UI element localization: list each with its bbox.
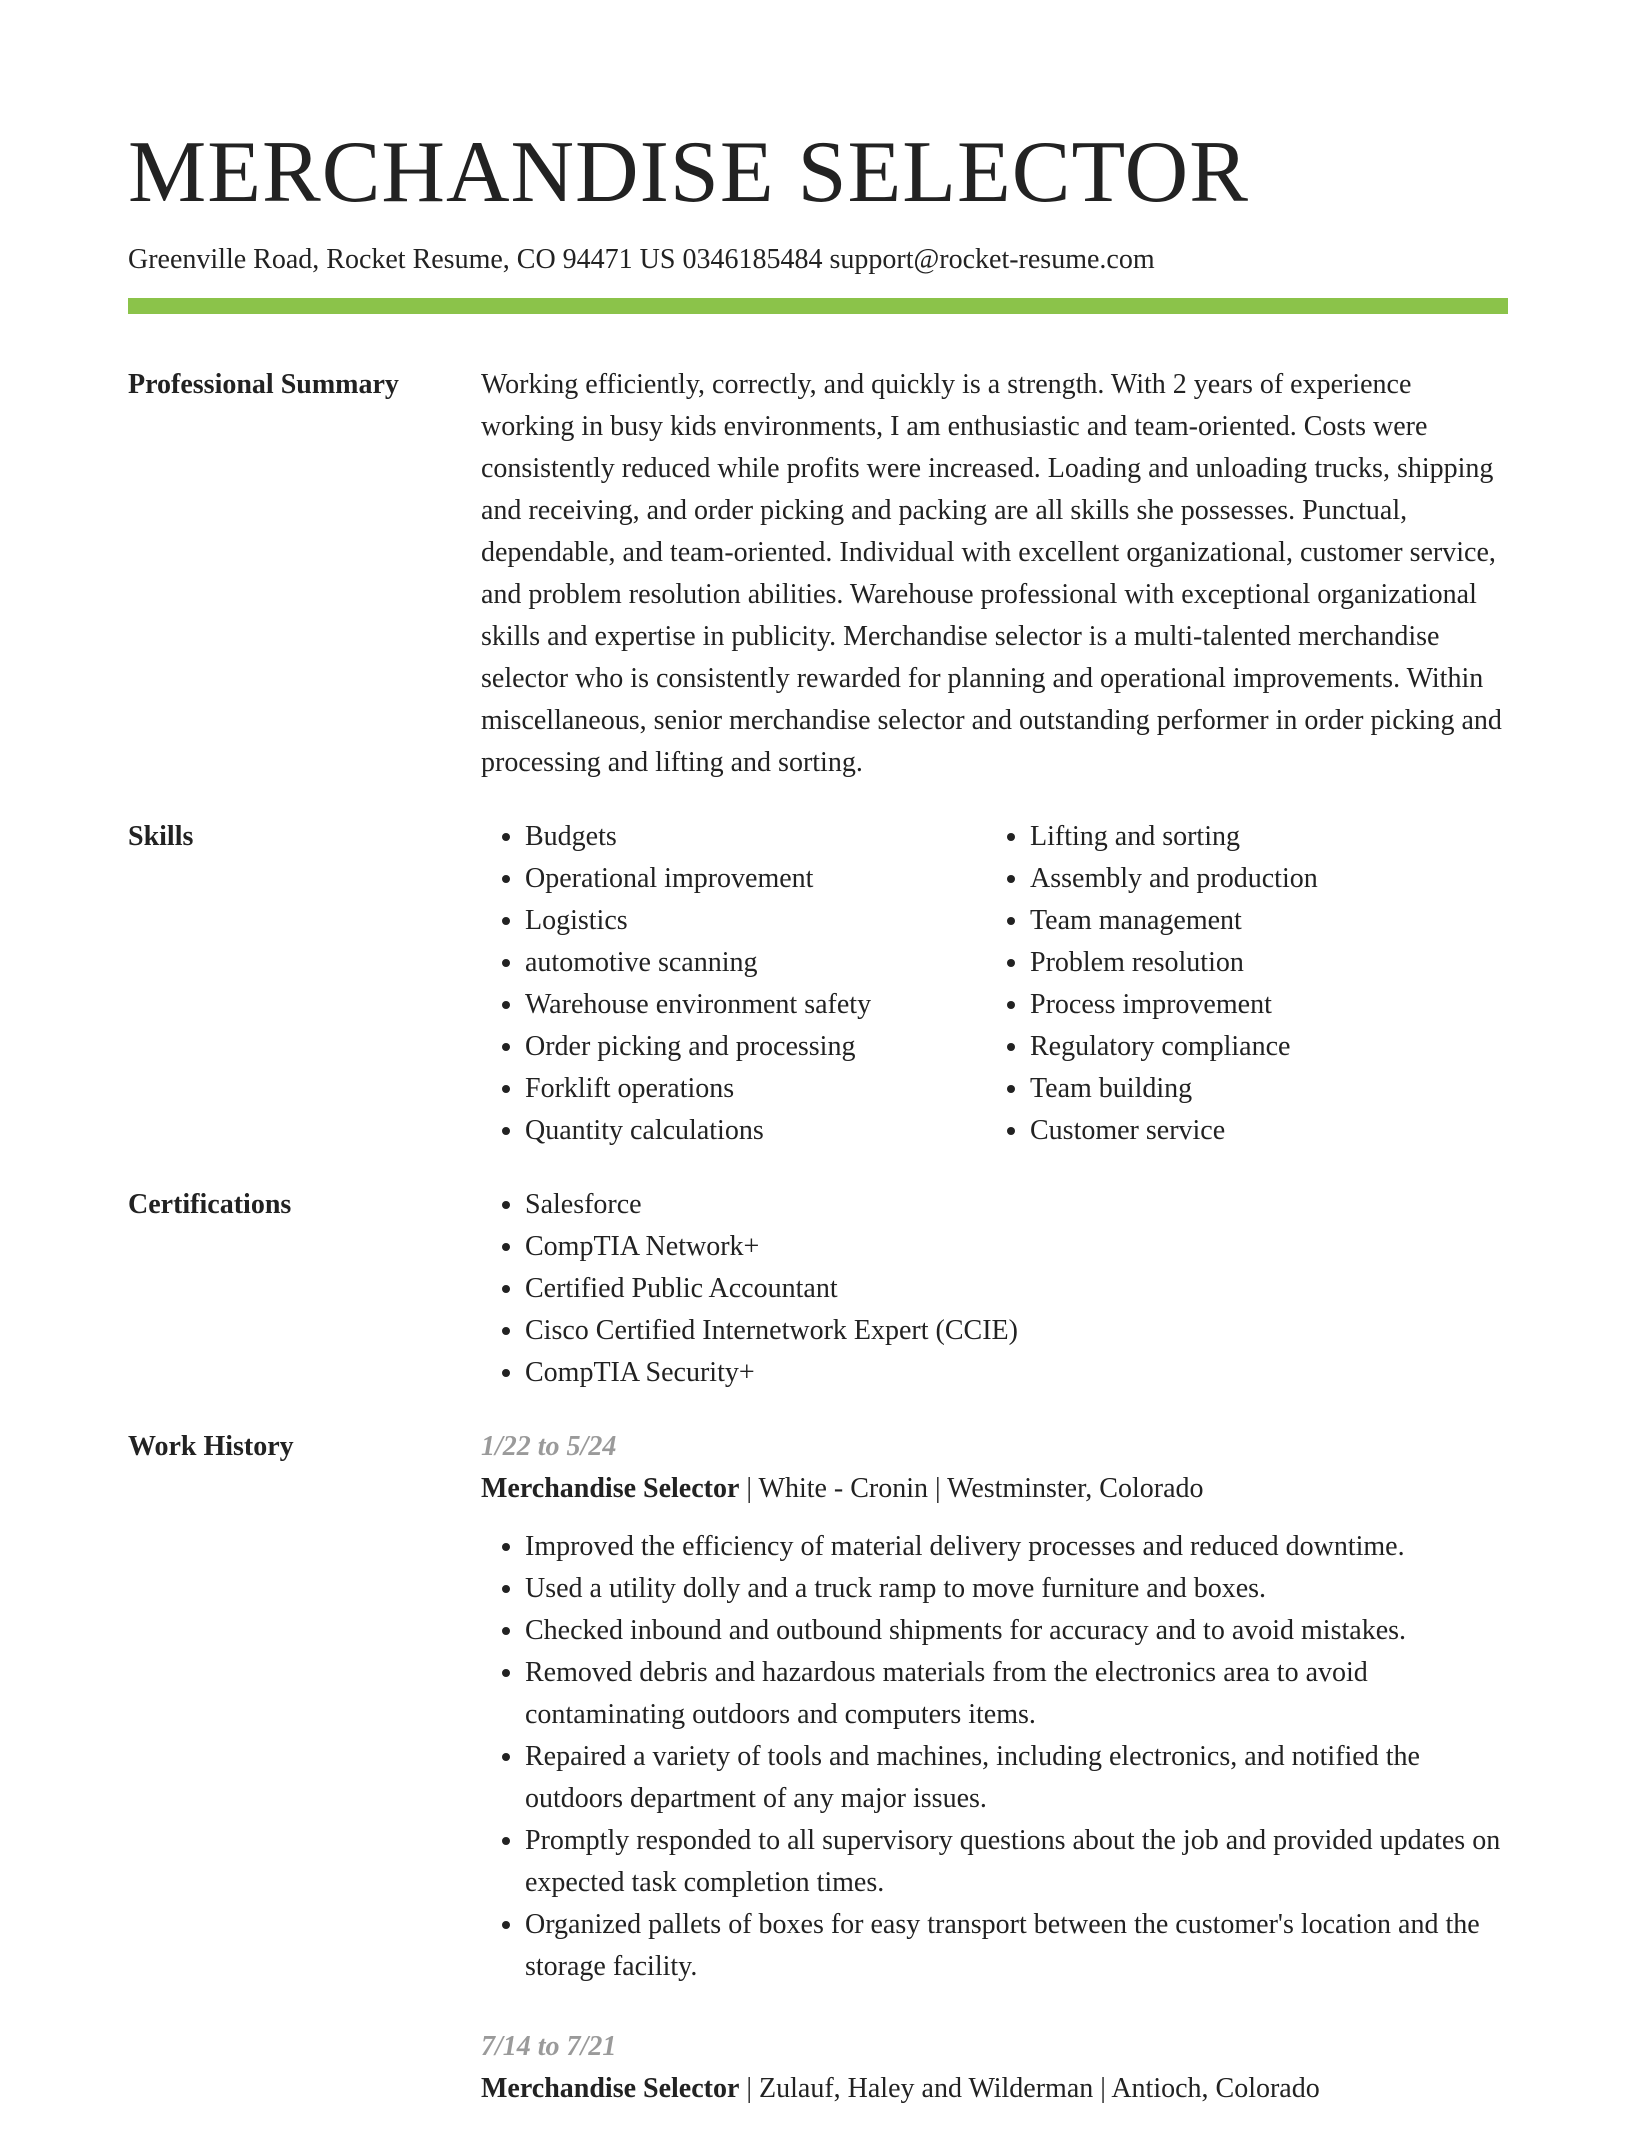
skills-grid xyxy=(481,816,1508,1152)
summary-text: Working efficiently, correctly, and quickly is a strength. With 2 years of experience working in busy kids environments, I am enthusiastic and team-oriented. Costs were consistently reduced while profits were increased. Loading and unloading trucks, shipping and receiving, and order picking and packing are all skills she possesses. Punctual, dependable, and team-oriented. Individual with excellent organizational, customer service, and problem resolution abilities. Warehouse professional with exceptional organizational skills and expertise in publicity. Merchandise selector is a multi-talented merchandise selector who is consistently rewarded for planning and operational improvements. Within miscellaneous, senior merchandise selector and outstanding performer in order picking and processing and lifting and sorting. xyxy=(481,369,1502,778)
work-history-heading: Work History xyxy=(128,1431,294,1462)
job-bullet: • Used a utility dolly and a truck ramp to move furniture and boxes. xyxy=(525,1568,1508,1610)
contact-line: Greenville Road, Rocket Resume, CO 94471 US 0346185484 support@rocket-resume.com xyxy=(128,244,1155,275)
job-entry xyxy=(481,1426,1508,1988)
skill-item: • Problem resolution xyxy=(1030,942,1491,984)
resume-page xyxy=(128,118,1508,2148)
skill-item: • Lifting and sorting xyxy=(1030,816,1491,858)
certifications-heading: Certifications xyxy=(128,1189,292,1220)
job-bullets xyxy=(481,1526,1508,1988)
skill-item: • Process improvement xyxy=(1030,984,1491,1026)
job-bullet: • Repaired a variety of tools and machines, including electronics, and notified the outdoors department of any major issues. xyxy=(525,1736,1508,1820)
skill-item: • Operational improvement xyxy=(525,858,986,900)
candidate-name: MERCHANDISE SELECTOR xyxy=(128,124,1249,221)
summary-heading: Professional Summary xyxy=(128,369,399,400)
skill-item: • Budgets xyxy=(525,816,986,858)
skills-section xyxy=(128,816,1508,1152)
job-bullet: • Improved the efficiency of material delivery processes and reduced downtime. xyxy=(525,1526,1508,1568)
skills-column-left xyxy=(481,816,986,1152)
skill-item: • Order picking and processing xyxy=(525,1026,986,1068)
summary-section xyxy=(128,364,1508,784)
skill-item: • Assembly and production xyxy=(1030,858,1491,900)
job-heading xyxy=(481,2068,1508,2110)
work-history-section xyxy=(128,1426,1508,2148)
job-bullet: • Checked inbound and outbound shipments for accuracy and to avoid mistakes. xyxy=(525,1610,1508,1652)
skill-item: • Forklift operations xyxy=(525,1068,986,1110)
job-entry xyxy=(481,2026,1508,2110)
certifications-section xyxy=(128,1184,1508,1394)
certification-item: • CompTIA Network+ xyxy=(525,1226,1508,1268)
skill-item: • Regulatory compliance xyxy=(1030,1026,1491,1068)
skill-item: • automotive scanning xyxy=(525,942,986,984)
job-title: Merchandise Selector xyxy=(481,1473,740,1504)
job-title: Merchandise Selector xyxy=(481,2073,740,2104)
skills-heading: Skills xyxy=(128,821,194,852)
skill-item: • Team management xyxy=(1030,900,1491,942)
certification-item: • CompTIA Security+ xyxy=(525,1352,1508,1394)
skill-item: • Quantity calculations xyxy=(525,1110,986,1152)
certification-item: • Salesforce xyxy=(525,1184,1508,1226)
job-bullet: • Removed debris and hazardous materials from the electronics area to avoid contaminating outdoors and computers items. xyxy=(525,1652,1508,1736)
header-divider xyxy=(128,298,1508,314)
skill-item: • Warehouse environment safety xyxy=(525,984,986,1026)
certification-item: • Cisco Certified Internetwork Expert (CCIE) xyxy=(525,1310,1508,1352)
job-bullet: • Organized pallets of boxes for easy transport between the customer's location and the storage facility. xyxy=(525,1904,1508,1988)
skill-item: • Customer service xyxy=(1030,1110,1491,1152)
skills-column-right xyxy=(986,816,1491,1152)
job-dates: 1/22 to 5/24 xyxy=(481,1431,617,1462)
job-details: | White - Cronin | Westminster, Colorado xyxy=(739,1473,1204,1504)
job-dates: 7/14 to 7/21 xyxy=(481,2031,617,2062)
job-bullet: • Promptly responded to all supervisory questions about the job and provided updates on expected task completion times. xyxy=(525,1820,1508,1904)
job-heading xyxy=(481,1468,1508,1510)
skill-item: • Logistics xyxy=(525,900,986,942)
skill-item: • Team building xyxy=(1030,1068,1491,1110)
job-details: | Zulauf, Haley and Wilderman | Antioch, Colorado xyxy=(739,2073,1320,2104)
certification-item: • Certified Public Accountant xyxy=(525,1268,1508,1310)
